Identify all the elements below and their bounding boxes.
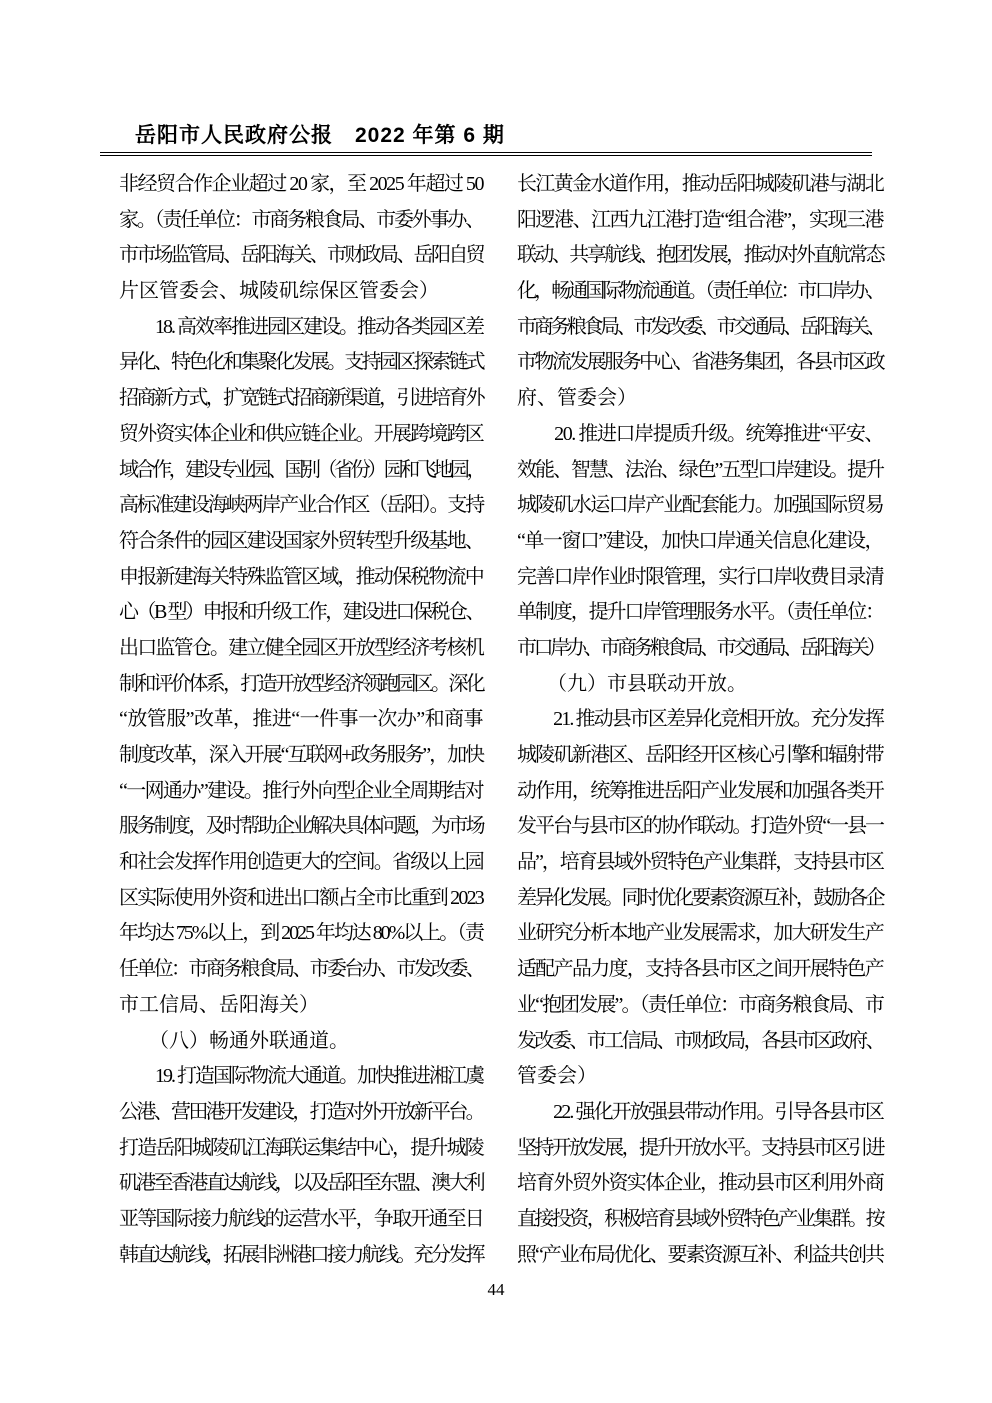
text-line: 区实际使用外资和进出口额占全市比重到 2023 — [119, 886, 483, 909]
text-line: 市市场监管局、岳阳海关、市财政局、岳阳自贸 — [119, 244, 483, 267]
text-line: 打造岳阳城陵矶江海联运集结中心，提升城陵 — [119, 1136, 483, 1159]
text-line: 贸外资实体企业和供应链企业。开展跨境跨区 — [119, 422, 483, 445]
text-line: 化，畅通国际物流通道。（责任单位：市口岸办、 — [517, 280, 883, 303]
text-line: 符合条件的园区建设国家外贸转型升级基地、 — [119, 529, 483, 552]
text-line: 异化、特色化和集聚化发展。支持园区探索链式 — [119, 351, 483, 374]
text-line: 域合作，建设专业园、国别（省份）园和飞地园， — [119, 458, 483, 481]
text-line: 动作用，统筹推进岳阳产业发展和加强各类开 — [517, 779, 883, 802]
text-line: 招商新方式，扩宽链式招商新渠道，引进培育外 — [119, 387, 483, 410]
text-line: 家。（责任单位：市商务粮食局、市委外事办、 — [119, 208, 483, 231]
text-line: 府、管委会） — [517, 387, 637, 410]
text-line: 管委会） — [517, 1065, 597, 1088]
text-line: 18. 高效率推进园区建设。推动各类园区差 — [119, 315, 483, 338]
text-line: 20. 推进口岸提质升级。统筹推进“平安、 — [517, 422, 883, 445]
text-line: 培育外贸外资实体企业，推动县市区利用外商 — [517, 1172, 883, 1195]
text-line: 服务制度，及时帮助企业解决具体问题，为市场 — [119, 815, 483, 838]
text-line: 长江黄金水道作用，推动岳阳城陵矶港与湖北 — [517, 173, 883, 195]
text-line: 发平台与县市区的协作联动。打造外贸“一县一 — [517, 815, 883, 838]
text-line: （九）市县联动开放。 — [517, 672, 747, 695]
text-line: 市商务粮食局、市发改委、市交通局、岳阳海关、 — [517, 315, 883, 338]
text-line: 申报新建海关特殊监管区域，推动保税物流中 — [119, 565, 483, 588]
gazette-header-title: 岳阳市人民政府公报 2022 年第 6 期 — [135, 124, 505, 147]
text-line: 出口监管仓。建立健全园区开放型经济考核机 — [119, 636, 483, 659]
text-line: 阳逻港、江西九江港打造“组合港”，实现三港 — [517, 208, 883, 231]
text-line: 21. 推动县市区差异化竞相开放。充分发挥 — [517, 708, 883, 731]
text-line: 效能、智慧、法治、绿色”五型口岸建设。提升 — [517, 458, 883, 481]
text-line: 照“产业布局优化、要素资源互补、利益共创共 — [517, 1243, 883, 1266]
text-line: 直接投资，积极培育县域外贸特色产业集群。按 — [517, 1207, 883, 1230]
text-line: 完善口岸作业时限管理，实行口岸收费目录清 — [517, 565, 883, 588]
page-number: 44 — [487, 1280, 505, 1299]
text-line: 任单位：市商务粮食局、市委台办、市发改委、 — [119, 958, 483, 981]
text-line: 19. 打造国际物流大通道。加快推进湘江虞 — [119, 1065, 483, 1088]
text-line: 公港、营田港开发建设，打造对外开放新平台。 — [119, 1100, 483, 1123]
right-text-column — [517, 167, 883, 1273]
text-line: “一网通办”建设。推行外向型企业全周期结对 — [119, 779, 483, 802]
text-line: 制和评价体系，打造开放型经济领跑园区。深化 — [119, 672, 483, 695]
text-line: 片区管委会、城陵矶综保区管委会） — [119, 280, 439, 303]
text-line: 城陵矶新港区、岳阳经开区核心引擎和辐射带 — [517, 744, 883, 766]
text-line: 非经贸合作企业超过 20 家，至 2025 年超过 50 — [119, 173, 483, 195]
text-line: “单一窗口”建设，加快口岸通关信息化建设， — [517, 529, 883, 552]
text-line: 适配产品力度，支持各县市区之间开展特色产 — [517, 958, 883, 981]
text-line: 坚持开放发展，提升开放水平。支持县市区引进 — [517, 1136, 883, 1159]
text-line: （八）畅通外联通道。 — [119, 1029, 349, 1052]
text-line: 市口岸办、市商务粮食局、市交通局、岳阳海关） — [517, 636, 883, 659]
text-line: 制度改革，深入开展“互联网+政务服务”，加快 — [119, 744, 483, 766]
text-line: 和社会发挥作用创造更大的空间。省级以上园 — [119, 851, 483, 874]
text-line: 业“抱团发展”。（责任单位：市商务粮食局、市 — [517, 993, 883, 1016]
text-line: “放管服”改革，推进“一件事一次办”和商事 — [119, 708, 483, 731]
text-line: 心（B 型）申报和升级工作，建设进口保税仓、 — [119, 601, 483, 624]
text-line: 高标准建设海峡两岸产业合作区（岳阳）。支持 — [119, 494, 483, 517]
text-line: 市工信局、岳阳海关） — [119, 993, 319, 1016]
text-line: 市物流发展服务中心、省港务集团，各县市区政 — [517, 351, 883, 374]
text-line: 联动、共享航线、抱团发展，推动对外直航常态 — [517, 244, 883, 267]
text-line: 品”，培育县域外贸特色产业集群，支持县市区 — [517, 851, 883, 874]
left-text-column — [119, 167, 483, 1273]
text-line: 差异化发展。同时优化要素资源互补，鼓励各企 — [517, 886, 883, 909]
text-line: 业研究分析本地产业发展需求，加大研发生产 — [517, 922, 883, 945]
text-line: 22. 强化开放强县带动作用。引导各县市区 — [517, 1100, 883, 1123]
text-line: 单制度，提升口岸管理服务水平。（责任单位： — [517, 601, 883, 624]
header-rule — [100, 152, 872, 156]
text-line: 亚等国际接力航线的运营水平，争取开通至日 — [119, 1207, 483, 1230]
text-line: 城陵矶水运口岸产业配套能力。加强国际贸易 — [517, 494, 883, 517]
text-line: 韩直达航线，拓展非洲港口接力航线。充分发挥 — [119, 1243, 483, 1266]
text-line: 年均达 75%以上，到 2025 年均达 80%以上。（责 — [119, 922, 483, 945]
text-line: 发改委、市工信局、市财政局，各县市区政府、 — [517, 1029, 883, 1052]
text-line: 矶港至香港直达航线，以及岳阳至东盟、澳大利 — [119, 1172, 483, 1195]
